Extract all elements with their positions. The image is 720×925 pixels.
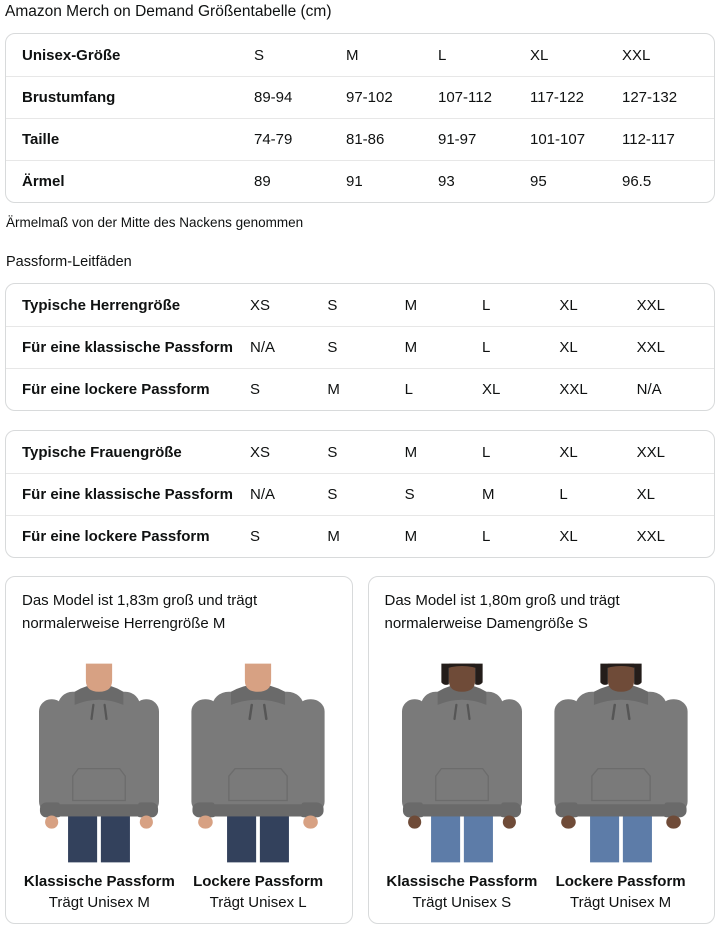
- women-fit-table: [5, 430, 715, 558]
- female-model-card: [368, 576, 716, 924]
- sleeve-footnote: Ärmelmaß von der Mitte des Nackens genommen: [6, 215, 304, 230]
- size-cell: S: [327, 486, 338, 503]
- row-label: Für eine lockere Passform: [22, 381, 210, 398]
- table-row: [6, 118, 714, 160]
- size-cell: XXL: [636, 296, 665, 314]
- table-row: [6, 326, 714, 368]
- size-cell: M: [481, 486, 495, 503]
- measure-cell: 95: [530, 173, 547, 190]
- size-cell: M: [327, 528, 340, 545]
- size-cell: M: [346, 46, 359, 64]
- measure-cell: 91-97: [438, 131, 477, 148]
- row-label: Unisex-Größe: [22, 46, 121, 64]
- size-cell: XXL: [636, 528, 665, 545]
- size-cell: M: [404, 528, 418, 545]
- measure-cell: 127-132: [622, 89, 678, 106]
- female-model-classic-fit-photo: [387, 658, 537, 868]
- size-cell: L: [481, 443, 491, 461]
- size-cell: XL: [559, 296, 578, 314]
- size-cell: S: [250, 528, 261, 545]
- size-cell: XL: [636, 486, 655, 503]
- size-cell: S: [327, 443, 338, 461]
- measure-cell: 117-122: [530, 89, 584, 106]
- men-fit-table: [5, 283, 715, 411]
- model-description: Das Model ist 1,83m groß und trägt normalerweise Herrengröße M: [22, 592, 258, 632]
- size-cell: M: [404, 339, 418, 356]
- fit-label: Lockere Passform: [555, 873, 686, 890]
- size-cell: M: [404, 443, 418, 461]
- size-cell: N/A: [250, 486, 276, 503]
- figure-caption: [386, 868, 537, 911]
- size-cell: XS: [250, 296, 271, 314]
- table-row: [6, 368, 714, 410]
- measure-cell: 96.5: [622, 173, 652, 190]
- figure-caption: [193, 868, 323, 911]
- size-cell: XXL: [622, 46, 651, 64]
- male-model-classic-fit-photo: [24, 658, 174, 868]
- size-cell: S: [254, 46, 265, 64]
- table-row: [6, 515, 714, 557]
- size-cell: XL: [559, 528, 578, 545]
- measure-cell: 81-86: [346, 131, 385, 148]
- table-row: [6, 473, 714, 515]
- size-cell: M: [327, 381, 340, 398]
- size-cell: S: [404, 486, 415, 503]
- size-cell: XXL: [636, 339, 665, 356]
- size-cell: L: [481, 296, 491, 314]
- figure-caption: [556, 868, 686, 911]
- size-cell: S: [327, 296, 338, 314]
- size-cell: N/A: [250, 339, 276, 356]
- measure-cell: 89: [254, 173, 271, 190]
- size-cell: L: [481, 528, 491, 545]
- measure-cell: 101-107: [530, 131, 586, 148]
- row-label: Für eine klassische Passform: [22, 339, 233, 356]
- model-figures: [20, 641, 338, 911]
- measure-cell: 93: [438, 173, 455, 190]
- size-cell: XXL: [559, 381, 588, 398]
- size-cell: XXL: [636, 443, 665, 461]
- size-cell: XL: [481, 381, 501, 398]
- size-cell: L: [481, 339, 491, 356]
- size-label: Trägt Unisex L: [209, 894, 307, 911]
- table-row: [6, 431, 714, 473]
- size-cell: XL: [530, 46, 549, 64]
- fit-guides-heading: Passform-Leitfäden: [6, 254, 132, 270]
- row-label: Für eine lockere Passform: [22, 528, 210, 545]
- size-label: Trägt Unisex M: [570, 894, 672, 911]
- table-row: [6, 34, 714, 76]
- unisex-size-table: [5, 33, 715, 203]
- measure-cell: 107-112: [438, 89, 492, 106]
- figure-caption: [24, 868, 175, 911]
- table-row: [6, 284, 714, 326]
- measure-cell: 89-94: [254, 89, 293, 106]
- row-label: Taille: [22, 131, 60, 148]
- row-label: Ärmel: [22, 173, 65, 190]
- size-cell: L: [438, 46, 447, 64]
- table-row: [6, 76, 714, 118]
- size-cell: M: [404, 296, 418, 314]
- fit-label: Lockere Passform: [193, 873, 324, 890]
- size-cell: XL: [559, 339, 578, 356]
- classic-fit-figure: [383, 641, 542, 911]
- female-model-loose-fit-photo: [546, 658, 696, 868]
- size-label: Trägt Unisex M: [48, 894, 150, 911]
- page-title: Amazon Merch on Demand Größentabelle (cm): [5, 3, 332, 20]
- measure-cell: 74-79: [254, 131, 293, 148]
- row-label: Typische Herrengröße: [22, 296, 181, 314]
- fit-label: Klassische Passform: [386, 873, 538, 890]
- row-label: Brustumfang: [22, 89, 116, 106]
- size-cell: S: [327, 339, 338, 356]
- size-label: Trägt Unisex S: [412, 894, 512, 911]
- measure-cell: 112-117: [622, 131, 675, 148]
- measure-cell: 91: [346, 173, 363, 190]
- model-description: Das Model ist 1,80m groß und trägt normalerweise Damengröße S: [384, 592, 620, 632]
- size-cell: XL: [559, 443, 578, 461]
- male-model-card: [5, 576, 353, 924]
- size-cell: S: [250, 381, 261, 398]
- model-cards: [5, 576, 715, 924]
- row-label: Für eine klassische Passform: [22, 486, 233, 503]
- row-label: Typische Frauengröße: [22, 443, 182, 461]
- classic-fit-figure: [20, 641, 179, 911]
- model-figures: [383, 641, 701, 911]
- male-model-loose-fit-photo: [183, 658, 333, 868]
- loose-fit-figure: [179, 641, 338, 911]
- size-cell: L: [404, 381, 413, 398]
- size-cell: XS: [250, 443, 271, 461]
- measure-cell: 97-102: [346, 89, 393, 106]
- size-cell: N/A: [636, 381, 662, 398]
- fit-label: Klassische Passform: [23, 873, 175, 890]
- loose-fit-figure: [541, 641, 700, 911]
- size-cell: L: [559, 486, 568, 503]
- table-row: [6, 160, 714, 202]
